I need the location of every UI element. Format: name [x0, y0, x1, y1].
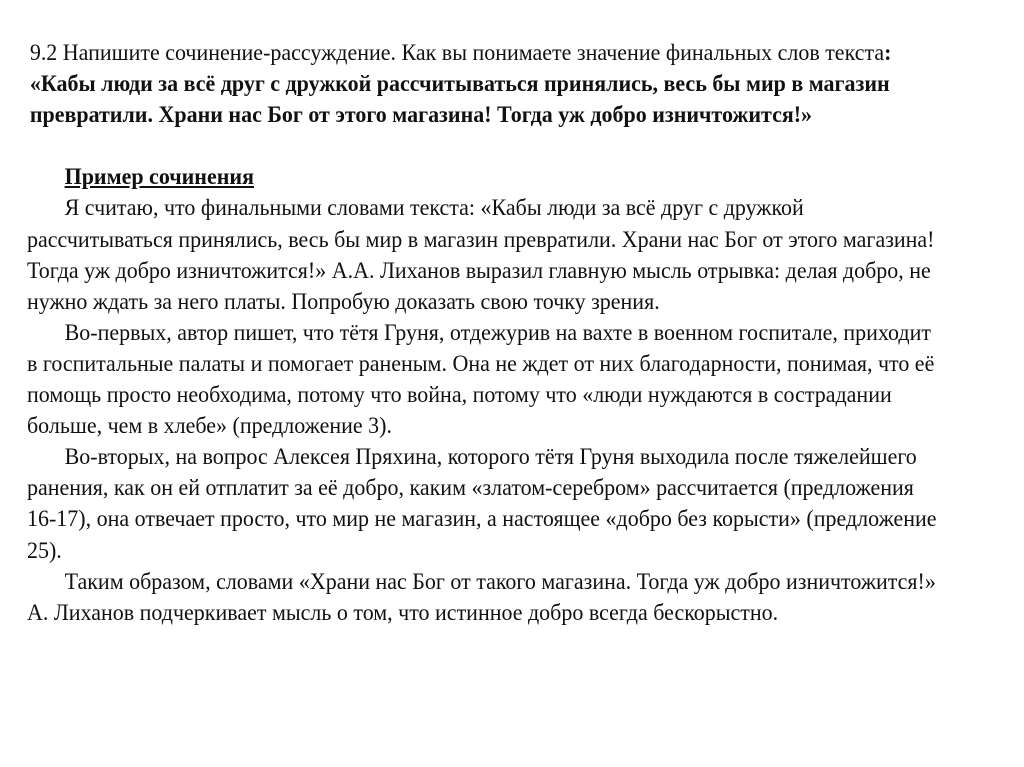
task-colon: : — [884, 40, 892, 66]
essay-paragraph-second-argument: Во-вторых, на вопрос Алексея Пряхина, которого тётя Груня выходила после тяжелейшего ранения, как он ей отплатит за её добро, каким «златом-серебром» рассчитается (предложения 16-17), она отвечает просто, что мир не магазин, а настоящее «добро без корысти» (предложение 25). — [27, 444, 937, 564]
essay-paragraph-first-argument: Во-первых, автор пишет, что тётя Груня, отдежурив на вахте в военном госпитале, приходит в госпитальные палаты и помогает раненым. Она не ждет от них благодарности, понимая, что её помощь просто необходима, потому что война, потому что «люди нуждаются в сострадании больше, чем в хлебе» (предложение 3). — [27, 319, 935, 440]
task-quote: «Кабы люди за всё друг с дружкой рассчитываться принялись, весь бы мир в магазин превратили. Храни нас Бог от этого магазина! Тогда уж добро изничтожится!» — [29, 71, 890, 129]
document-page — [27, 38, 944, 629]
essay-paragraph-conclusion: Таким образом, словами «Храни нас Бог от такого магазина. Тогда уж добро изничтожится!» А. Лиханов подчеркивает мысль о том, что истинное добро всегда бескорыстно. — [27, 568, 936, 626]
example-title: Пример сочинения — [64, 164, 254, 191]
blank-line — [27, 131, 944, 162]
task-lead: 9.2 Напишите сочинение-рассуждение. Как вы понимаете значение финальных слов текста — [29, 40, 885, 66]
essay-paragraph-intro: Я считаю, что финальными словами текста: «Кабы люди за всё друг с дружкой рассчитываться принялись, весь бы мир в магазин превратили. Храни нас Бог от этого магазина! Тогда уж добро изничтожится!» А.А. Лиханов выразил главную мысль отрывка: делая добро, не нужно ждать за него платы. Попробую доказать свою точку зрения. — [27, 195, 935, 315]
task-statement — [27, 38, 944, 131]
